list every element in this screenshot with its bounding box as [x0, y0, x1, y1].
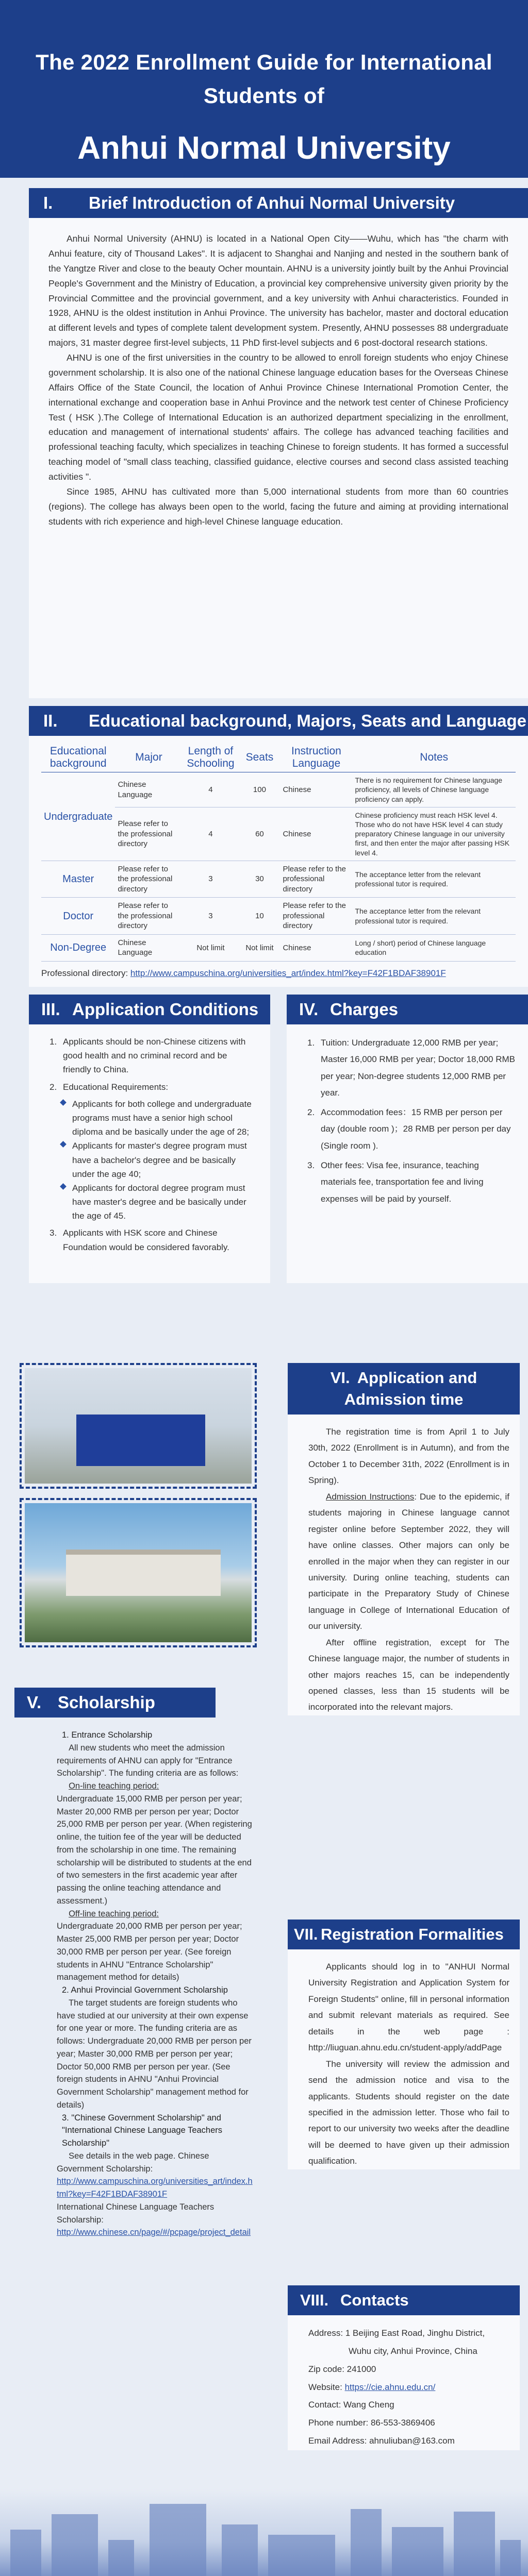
cell-length: 3: [182, 861, 239, 898]
cell-major: Chinese Language: [115, 934, 182, 961]
contact-website: Website: https://cie.ahnu.edu.cn/: [308, 2382, 436, 2392]
contact-address: Address: 1 Beijing East Road, Jinghu District,: [308, 2328, 485, 2338]
table-row: [41, 772, 516, 807]
contact-email: Email Address: ahnuliuban@163.com: [308, 2436, 455, 2446]
cell-major: Please refer to the professional directory: [115, 861, 182, 898]
contact-zip: Zip code: 241000: [308, 2364, 376, 2374]
majors-table: [41, 743, 516, 962]
cell-major: Please refer to the professional directory: [115, 807, 182, 861]
table-row: [41, 898, 516, 935]
cell-level: Non-Degree: [41, 934, 115, 961]
cell-major: Chinese Language: [115, 772, 182, 807]
col-header: Length of Schooling: [182, 743, 239, 772]
section-body: Applicants should log in to "ANHUI Normal University Registration and Application System for Foreign Students" online, fill in personal information and submit relevant materials as required. See details in the web page : http://liuguan.ahnu.edu.cn/student-apply/addPage The university will review the admission and send the admission notice and visa to the applicants. Students should register on the date specified in the admission letter. Those who fail to report to our university two weeks after the deadline will be deemed to have given up their admission qualification.: [308, 1962, 509, 2166]
photo-column: [20, 1363, 257, 1657]
section-body: [29, 218, 528, 543]
cell-seats: 30: [239, 861, 280, 898]
website-link[interactable]: https://cie.ahnu.edu.cn/: [344, 2382, 436, 2392]
contact-person: Contact: Wang Cheng: [308, 2400, 394, 2410]
cell-language: Chinese: [280, 772, 352, 807]
cell-note: The acceptance letter from the relevant professional tutor is required.: [352, 898, 516, 935]
csc-scholarship-link[interactable]: http://www.campuschina.org/universities_art/index.html?key=F42F1BDAF38901F: [57, 2177, 253, 2199]
section-scholarship-title: [14, 1688, 216, 1718]
cell-level: Doctor: [41, 898, 115, 935]
diamond-bullet-icon: [60, 1099, 67, 1106]
cell-length: 3: [182, 898, 239, 935]
contact-phone: Phone number: 86-553-3869406: [308, 2418, 435, 2428]
section-title: VIII. Contacts: [288, 2285, 520, 2315]
cell-note: The acceptance letter from the relevant professional tutor is required.: [352, 861, 516, 898]
professional-directory: Professional directory: http://www.campuschina.org/universities_art/index.html?key=F42F1BDAF38901F: [41, 968, 446, 978]
subheading: 1. Entrance Scholarship: [62, 1730, 153, 1740]
list-item: Applicants for doctoral degree program must have master's degree and be basically under the age of 45.: [61, 1181, 258, 1223]
section-body: The registration time is from April 1 to July 30th, 2022 (Enrollment is in Autumn), and from the October 1 to December 31th, 2022 (Enrollment is in Spring). Admission Instructions: Due to the epidemic, if students majoring in Chinese language cannot register online before September 2022, they will have online classes. Other majors can only be enrolled in the major when they can register in our university. During online teaching, students can participate in the Preparatory Study of Chinese language in College of International Education of our university. After offline registration, except for The Chinese language major, the number of students in other majors reaches 15, can be independently opened classes, less than 15 students will be incorporated into the relevant majors.: [308, 1427, 509, 1712]
subheading: 2. Anhui Provincial Government Scholarship: [62, 1985, 228, 1995]
cell-level: Master: [41, 861, 115, 898]
section-application-conditions: [29, 995, 270, 1283]
table-row: [41, 861, 516, 898]
intro-paragraph-3: Since 1985, AHNU has cultivated more than 5,000 international students from more than 60 countries (regions). The college has always been open to the world, facing the future and aiming at providing international students with rich experience and high-level Chinese language education.: [48, 486, 508, 527]
section-title: IV. Charges: [287, 995, 528, 1024]
contact-address-line-2: Wuhu city, Anhui Province, China: [349, 2346, 477, 2356]
section-title: I. Brief Introduction of Anhui Normal University: [29, 188, 528, 218]
cell-language: Chinese: [280, 934, 352, 961]
list-item: Applicants for both college and undergraduate programs must have a senior high school diploma and be basically under the age of 28;: [61, 1097, 258, 1139]
campus-building-photo: [20, 1498, 257, 1647]
header-university-name: Anhui Normal University: [77, 130, 451, 166]
professional-directory-link[interactable]: http://www.campuschina.org/universities_art/index.html?key=F42F1BDAF38901F: [130, 968, 446, 978]
section-title: VI. Application and Admission time: [288, 1363, 520, 1415]
section-body: [29, 1024, 270, 1254]
building-shape: [66, 1550, 221, 1596]
cell-language: Please refer to the professional directory: [280, 898, 352, 935]
section-title: V. Scholarship: [14, 1688, 216, 1718]
section-scholarship: 1. Entrance Scholarship All new students who meet the admission requirements of AHNU can apply for "Entrance Scholarship". The funding criteria are as follows: On-line teaching period: Undergraduate 15,000 RMB per person per year; Master 20,000 RMB per person per year; Doctor 25,000 RMB per person per year. (When registering online, the tuition fee of the year will be deducted from the scholarship in one time. The remaining scholarship will be distributed to students at the end of two semesters in the first academic year after passing the online teaching attendance and assessment.) Off-line teaching period: Undergraduate 20,000 RMB per person per year; Master 25,000 RMB per person per year; Doctor 30,000 RMB per person per year. (See foreign students in AHNU "Entrance Scholarship" management method for details) 2. Anhui Provincial Government Scholarship The target students are foreign students who have studied at our university at their own expense for one year or more. The funding criteria are as follows: Undergraduate 20,000 RMB per person per year; Master 30,000 RMB per person per year; Doctor 50,000 RMB per person per year. (See foreign students in AHNU "Anhui Provincial Government Scholarship" management method for details) 3. "Chinese Government Scholarship" and "International Chinese Language Teachers Scholarship" See details in the web page. Chinese Government Scholarship: http://www.campuschina.org/universities_art/index.html?key=F42F1BDAF38901F International Chinese Language Teachers Scholarship: http://www.chinese.cn/page/#/pcpage/project_detail: [57, 1729, 253, 2239]
cell-language: Chinese: [280, 807, 352, 861]
cell-note: Chinese proficiency must reach HSK level 4. Those who do not have HSK level 4 can study preparatory Chinese language in our university first, and then enter the major after passing HSK level 4.: [352, 807, 516, 861]
skyline-decoration: [0, 2489, 528, 2576]
col-header: Seats: [239, 743, 280, 772]
diamond-bullet-icon: [60, 1141, 67, 1148]
teachers-scholarship-link[interactable]: http://www.chinese.cn/page/#/pcpage/project_detail: [57, 2228, 251, 2237]
university-banner: [76, 1415, 205, 1466]
cell-seats: Not limit: [239, 934, 280, 961]
section-registration: [288, 1920, 520, 2169]
section-body: [288, 2315, 520, 2450]
cell-seats: 60: [239, 807, 280, 861]
page-header: [0, 0, 528, 178]
section-title: II. Educational background, Majors, Seats and Language: [29, 706, 528, 736]
section-application-time: [288, 1363, 520, 1715]
cell-length: Not limit: [182, 934, 239, 961]
intro-paragraph-1: Anhui Normal University (AHNU) is located in a National Open City——Wuhu, which has "the charm with Anhui feature, city of Thousand Lakes". It is adjacent to Shanghai and Nanjing and nested in the southern bank of the Yangtze River and close to the beauty Ocher mountain. AHNU is a university jointly built by the Anhui Provincial People's Government and the Ministry of Education, a provincial key comprehensive university given priority by the Provincial Committee and the provincial government, and a key university with Anhui characteristics. Founded in 1928, AHNU is the oldest institution in Anhui Province. The university has bachelor, master and doctoral education at different levels and types of complete talent development system. Presently, AHNU possesses 88 undergraduate majors, 31 master degree first-level subjects, 11 PhD first-level subjects and 6 post-doctoral research stations.: [48, 233, 508, 348]
table-row: [41, 934, 516, 961]
cell-level: Undergraduate: [41, 772, 115, 861]
subheading: 3. "Chinese Government Scholarship" and "International Chinese Language Teachers Scholarship": [62, 2113, 223, 2148]
section-title: III. Application Conditions: [29, 995, 270, 1024]
section-charges: [287, 995, 528, 1283]
section-title: VII. Registration Formalities: [288, 1920, 520, 1949]
section-contacts: [288, 2285, 520, 2450]
list-item: 3. Other fees: Visa fee, insurance, teaching materials fee, transportation fee and living expenses will be paid by yourself.: [307, 1160, 484, 1204]
header-line-1: The 2022 Enrollment Guide for International Students of: [36, 50, 492, 108]
col-header: Educational background: [41, 743, 115, 772]
cell-major: Please refer to the professional directory: [115, 898, 182, 935]
list-item: 1. Applicants should be non-Chinese citizens with good health and no criminal record and be friendly to China.: [50, 1037, 246, 1075]
cell-length: 4: [182, 807, 239, 861]
group-photo: [20, 1363, 257, 1489]
cell-seats: 10: [239, 898, 280, 935]
cell-note: There is no requirement for Chinese language proficiency, all levels of Chinese language proficiency can apply.: [352, 772, 516, 807]
cell-length: 4: [182, 772, 239, 807]
cell-language: Please refer to the professional directory: [280, 861, 352, 898]
list-item: 2. Educational Requirements:: [50, 1082, 169, 1092]
cell-note: Long / short) period of Chinese language education: [352, 934, 516, 961]
list-item: 2. Accommodation fees：15 RMB per person per day (double room )；28 RMB per person per day (Single room ).: [307, 1107, 511, 1151]
diamond-bullet-icon: [60, 1183, 67, 1190]
list-item: 3. Applicants with HSK score and Chinese Foundation would be considered favorably.: [50, 1228, 229, 1252]
section-body: [287, 1024, 528, 1207]
col-header: Major: [115, 743, 182, 772]
section-introduction: [29, 188, 528, 698]
col-header: Instruction Language: [280, 743, 352, 772]
cell-seats: 100: [239, 772, 280, 807]
section-education: [29, 706, 528, 987]
col-header: Notes: [352, 743, 516, 772]
intro-paragraph-2: AHNU is one of the first universities in the country to be allowed to enroll foreign students who enjoy Chinese government scholarship. It is also one of the national Chinese language education bases for the Overseas Chinese Affairs Office of the State Council, the location of Anhui Province Chinese International Promotion Center, the international exchange and cooperation base in Anhui Province and the network test center of Chinese Proficiency Test ( HSK ).The College of International Education is an authorized department specializing in the enrollment, education and management of international students' affairs. The college has advanced teaching facilities and professional teaching faculty, which specializes in teaching Chinese to foreign students. It has formed a successful teaching model of "small class teaching, classified guidance, elective courses and second class assisted teaching activities ".: [48, 352, 508, 482]
list-item: 1. Tuition: Undergraduate 12,000 RMB per year; Master 16,000 RMB per year; Doctor 18,000 RMB per year; Non-degree students 12,000 RMB per year.: [307, 1038, 515, 1098]
list-item: Applicants for master's degree program must have a bachelor's degree and be basically under the age 40;: [61, 1139, 258, 1181]
